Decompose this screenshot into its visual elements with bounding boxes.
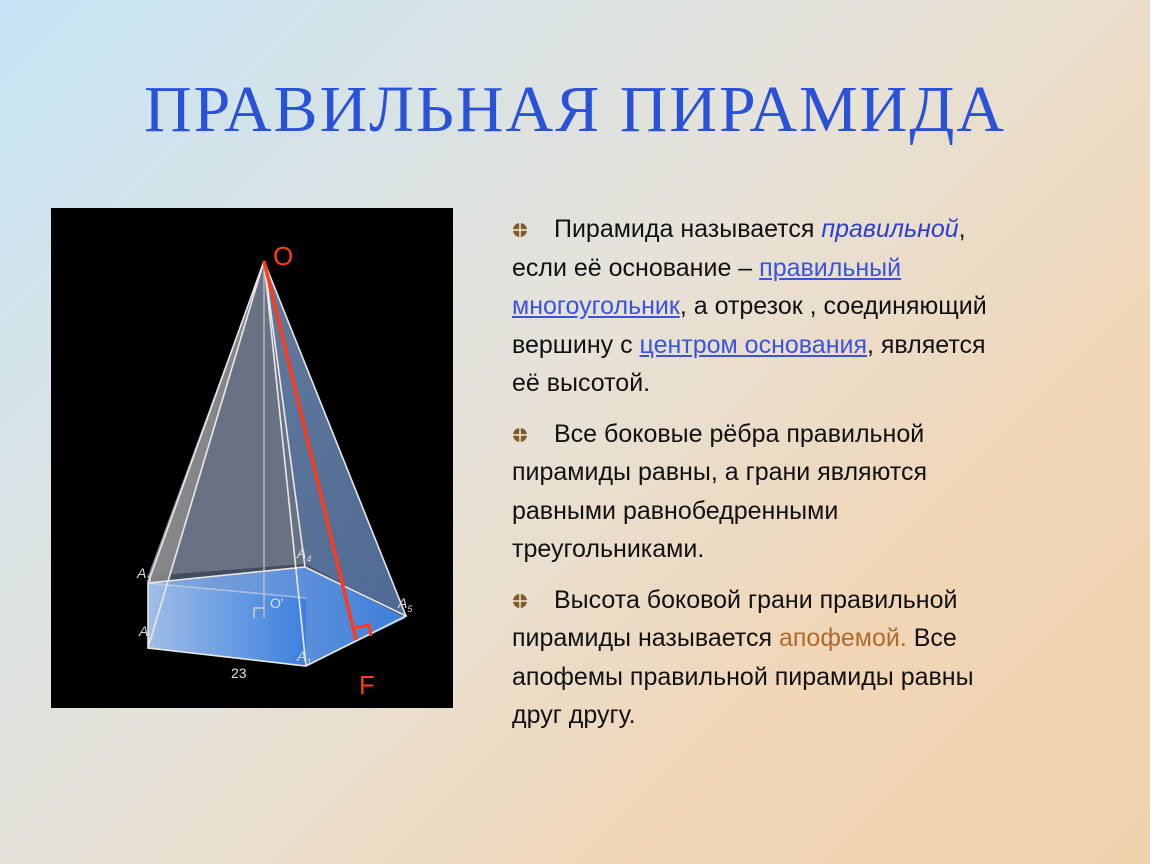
text-line: Высота боковой грани правильной	[554, 585, 958, 614]
vertex-a1-label: $A_1$	[297, 648, 312, 667]
text-line: апофемы правильной пирамиды равны	[512, 662, 974, 691]
bullet-icon	[510, 425, 530, 445]
link-regular[interactable]: правильный	[759, 253, 902, 282]
vertex-a3-label: $A_3$	[137, 565, 152, 584]
link-base-center[interactable]: центром основания	[639, 330, 867, 359]
vertex-a4-label: $A_4$	[297, 545, 312, 564]
vertex-a2-label: $A_2$	[139, 623, 154, 642]
pyramid-diagram	[51, 208, 453, 708]
text-line: пирамиды называется апофемой. Все	[512, 624, 957, 652]
term-regular: правильной	[821, 215, 959, 243]
pyramid-figure	[51, 208, 453, 708]
definition-text	[512, 210, 1132, 747]
paragraph-edges	[512, 415, 1132, 569]
text-line: друг другу.	[512, 701, 636, 729]
vertex-a5-label: $A_5$	[398, 595, 413, 614]
text-line: равными равнобедренными	[512, 496, 839, 525]
text-line: Пирамида называется правильной,	[554, 215, 966, 243]
page-title: ПРАВИЛЬНАЯ ПИРАМИДА	[143, 73, 1007, 146]
text-line: вершину с центром основания, является	[512, 330, 986, 359]
term-apothem: апофемой.	[778, 624, 907, 652]
foot-label: F	[359, 670, 375, 700]
text-line: треугольниками.	[512, 535, 705, 563]
center-label: O'	[270, 595, 284, 611]
paragraph-definition	[512, 210, 1132, 403]
text-line: пирамиды равны, а грани являются	[512, 458, 927, 486]
text-line: многоугольник, а отрезок , соединяющий	[512, 292, 987, 320]
bullet-icon	[510, 220, 530, 240]
text-line: если её основание – правильный	[512, 253, 902, 282]
link-polygon[interactable]: многоугольник	[512, 292, 680, 320]
apex-label: O	[273, 241, 294, 271]
paragraph-apothem	[512, 581, 1132, 735]
bullet-icon	[510, 591, 530, 611]
text-line: её высотой.	[512, 369, 651, 397]
text-line: Все боковые рёбра правильной	[554, 419, 925, 448]
side-length-label: 23	[231, 665, 247, 681]
